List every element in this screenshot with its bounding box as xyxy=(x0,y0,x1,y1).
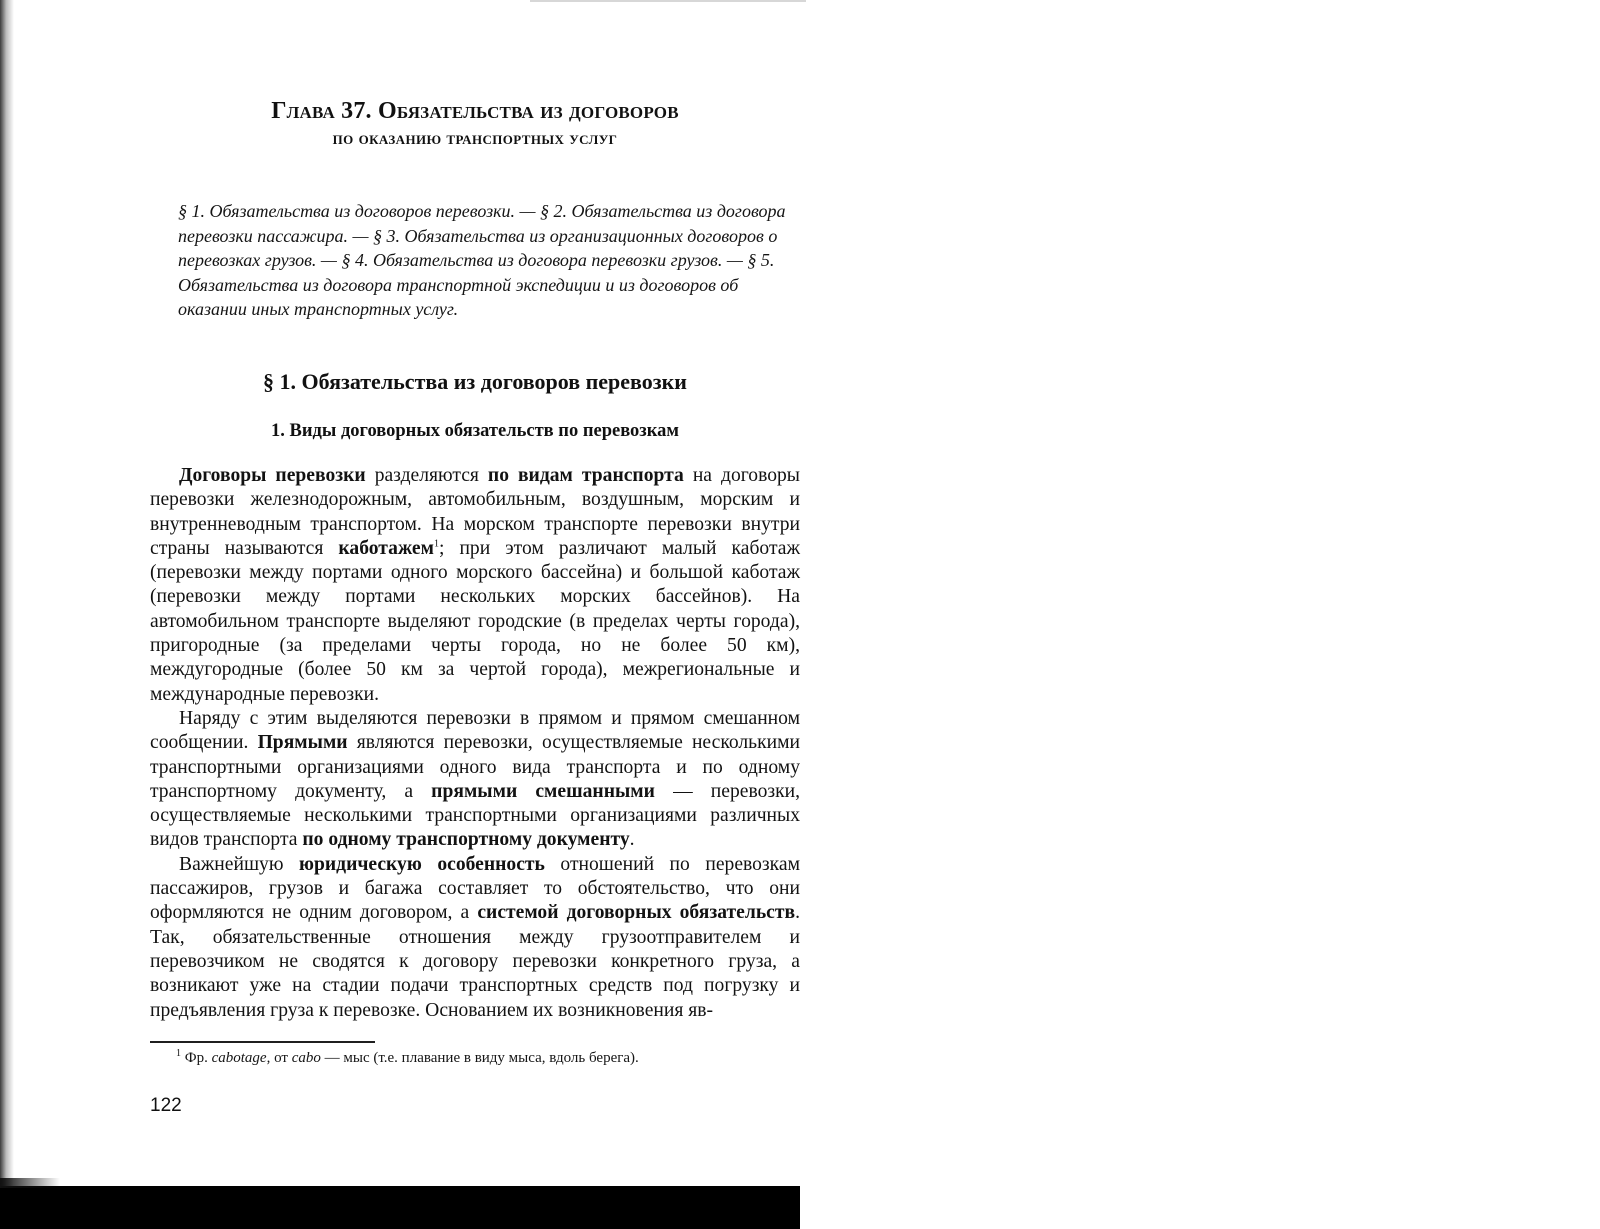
footnote-reference: 1 xyxy=(433,538,439,550)
paragraph-3-text-b: отношений по перевозкам пассажиров, грузов и багажа составляет то обстоятельство, что они оформляются не одним договором, а xyxy=(150,853,800,924)
term-single-transport-document: по одному транспортному документу xyxy=(302,829,630,851)
section-title: § 1. Обязательства из договоров перевозки xyxy=(263,369,687,394)
paragraph-3-text-a: Важнейшую xyxy=(179,853,299,875)
paragraph-2-text-b: являются перевозки, осуществляемые несколькими транспортными организациями одного вида транспорта и по одному транспортному документу, а xyxy=(150,732,800,802)
term-direct: Прямыми xyxy=(257,732,348,754)
paragraph-2-text-c: — перевозки, осуществляемые несколькими транспортными организациями различных видов транспорта xyxy=(150,780,801,851)
term-direct-mixed: прямыми смешанными xyxy=(431,780,655,802)
binding-shadow xyxy=(0,0,14,1229)
paragraph-3-text-c: . Так, обязательственные отношения между грузоотправителем и перевозчиком не сводятся к договору перевозки конкретного груза, а возникают уже на стадии подачи транспортных средств под погрузку и предъявления груза к перевозке. Основанием их возникновения яв- xyxy=(150,902,800,1021)
term-legal-feature: юридическую особенность xyxy=(299,853,545,875)
term-cabotage: каботажем xyxy=(338,537,434,559)
subsection-title: 1. Виды договорных обязательств по перевозкам xyxy=(271,421,679,441)
main-text xyxy=(150,464,800,1023)
term-by-transport-type: по видам транспорта xyxy=(487,465,684,486)
chapter-title-line-1: Глава 37. Обязательства из договоров xyxy=(271,98,679,124)
paragraph-1-text-b: на договоры перевозки железнодорожным, автомобильным, воздушным, морским и внутренневодным транспортом. На морском транспорте перевозки внутри страны называются xyxy=(150,465,800,559)
paragraph-1 xyxy=(150,464,800,707)
footnote-text-a: Фр. xyxy=(181,1050,212,1066)
paragraph-2-text-a: Наряду с этим выделяются перевозки в прямом и прямом смешанном сообщении. xyxy=(150,707,800,754)
chapter-contents-text: § 1. Обязательства из договоров перевозки. — § 2. Обязательства из договора перевозки пассажира. — § 3. Обязательства из организационных договоров о перевозках грузов. — § 4. Обязательства из договора перевозки грузов. — § 5. Обязательства из договора транспортной экспедиции и из договоров об оказании иных транспортных услуг. xyxy=(178,201,786,319)
footnote xyxy=(176,1048,796,1068)
footnote-text-c: — мыс (т.е. плавание в виду мыса, вдоль берега). xyxy=(320,1050,639,1066)
top-scan-line xyxy=(530,0,806,2)
paragraph-1-text-a: разделяются xyxy=(365,465,488,486)
chapter-heading xyxy=(150,98,800,148)
bottom-scan-band xyxy=(0,1186,800,1229)
paragraph-2 xyxy=(150,707,800,853)
footnote-text-b: , от xyxy=(266,1050,292,1066)
paragraph-2-text-d: . xyxy=(629,829,635,851)
footnote-term-cabo: cabo xyxy=(291,1050,321,1066)
term-system-of-obligations: системой договорных обязательств xyxy=(477,902,796,924)
footnote-term-cabotage: cabotage xyxy=(211,1050,267,1066)
footnote-divider xyxy=(150,1041,375,1043)
chapter-title-line-2: по оказанию транспортных услуг xyxy=(332,127,618,148)
term-contracts-of-carriage: Договоры перевозки xyxy=(179,465,366,486)
chapter-contents xyxy=(178,199,798,322)
paragraph-1-text-c: ; при этом различают малый каботаж (перевозки между портами одного морского бассейна) и большой каботаж (перевозки между портами нескольких морских бассейнов). На автомобильном транспорте выделяют городские (в пределах черты города), пригородные (за пределами черты города, но не более 50 км), междугородные (более 50 км за чертой города), межрегиональные и международные перевозки. xyxy=(150,537,800,705)
page-number: 122 xyxy=(150,1095,182,1116)
footnote-marker: 1 xyxy=(176,1048,181,1059)
paragraph-3 xyxy=(150,853,800,1023)
